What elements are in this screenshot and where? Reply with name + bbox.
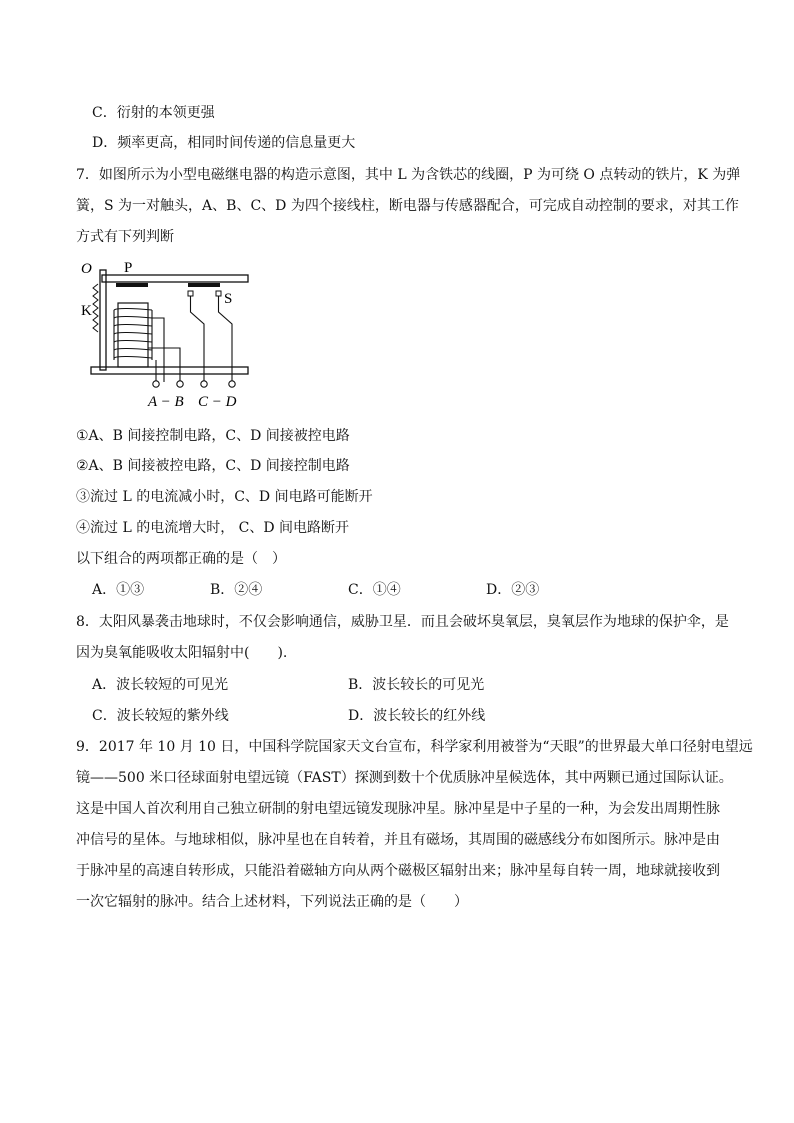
terminal-a	[153, 381, 159, 387]
terminal-b	[177, 381, 183, 387]
q9-stem-line-2: 镜——500 米口径球面射电望远镜（FAST）探测到数十个优质脉冲星候选体，其中两颗已通过国际认证。	[76, 770, 733, 786]
q8-stem-line-1: 8．太阳风暴袭击地球时，不仅会影响通信，威胁卫星．而且会破坏臭氧层，臭氧层作为地球的保护伞，是	[76, 614, 729, 630]
label-ab: A − B	[148, 394, 184, 410]
terminal-d	[229, 381, 235, 387]
q7-stem-line-3: 方式有下列判断	[76, 229, 174, 245]
q8-option-a: A．波长较短的可见光	[92, 677, 229, 693]
q9-stem-line-5: 于脉冲星的高速自转形成，只能沿着磁轴方向从两个磁极区辐射出来；脉冲星每自转一周，地球就接收到	[76, 863, 720, 879]
contact-s-lower	[216, 291, 221, 296]
contact-arm-d	[219, 296, 233, 382]
spring-k	[93, 284, 98, 332]
label-cd: C − D	[198, 394, 237, 410]
contact-arm-c	[191, 296, 205, 382]
q7-option-c: C．①④	[348, 582, 401, 598]
q9-stem-line-3: 这是中国人首次利用自己独立研制的射电望远镜发现脉冲星。脉冲星是中子星的一种，为会发出周期性脉	[76, 801, 720, 817]
q7-option-a: A．①③	[92, 582, 145, 598]
q7-statement-1: ①A、B 间接控制电路，C、D 间接被控电路	[76, 428, 350, 444]
q8-option-b: B．波长较长的可见光	[348, 677, 485, 693]
contact-s-upper	[188, 291, 193, 296]
q6-option-d: D．频率更高，相同时间传递的信息量更大	[92, 135, 356, 151]
label-k: K	[81, 303, 92, 319]
q8-option-d: D．波长较长的红外线	[348, 708, 486, 724]
label-o: O	[81, 261, 92, 277]
q7-stem-line-1: 7．如图所示为小型电磁继电器的构造示意图，其中 L 为含铁芯的线圈，P 为可绕 O 点转动的铁片，K 为弹	[76, 167, 741, 183]
q9-stem-line-4: 冲信号的星体。与地球相似，脉冲星也在自转着，并且有磁场，其周围的磁感线分布如图所示。脉冲是由	[76, 832, 720, 848]
q9-stem-line-6: 一次它辐射的脉冲。结合上述材料，下列说法正确的是（ ）	[76, 894, 468, 910]
q8-option-c: C．波长较短的紫外线	[92, 708, 229, 724]
q7-statement-3: ③流过 L 的电流减小时，C、D 间电路可能断开	[76, 489, 373, 505]
q6-option-c: C．衍射的本领更强	[92, 105, 215, 121]
label-s: S	[224, 291, 233, 307]
q7-option-d: D．②③	[486, 582, 540, 598]
q7-statement-2: ②A、B 间接被控电路，C、D 间接控制电路	[76, 458, 350, 474]
q7-option-b: B．②④	[210, 582, 263, 598]
q7-question: 以下组合的两项都正确的是（ ）	[76, 551, 286, 567]
iron-plate-p	[102, 275, 248, 282]
q7-stem-line-2: 簧，S 为一对触头，A、B、C、D 为四个接线柱，断电器与传感器配合，可完成自动控制的要求，对其工作	[76, 198, 739, 214]
contact-pad	[188, 283, 220, 287]
lead-b	[152, 318, 164, 382]
base-plate	[91, 367, 248, 374]
label-p: P	[124, 260, 133, 276]
q9-stem-line-1: 9．2017 年 10 月 10 日，中国科学院国家天文台宣布，科学家利用被誉为“天眼”的世界最大单口径射电望远	[76, 739, 753, 755]
relay-diagram	[76, 258, 251, 410]
terminal-c	[201, 381, 207, 387]
pivot-post	[100, 270, 106, 370]
armature-pad	[116, 283, 148, 287]
q8-stem-line-2: 因为臭氧能吸收太阳辐射中( ).	[76, 645, 288, 661]
q7-statement-4: ④流过 L 的电流增大时， C、D 间电路断开	[76, 520, 350, 536]
coil-l	[114, 309, 152, 361]
